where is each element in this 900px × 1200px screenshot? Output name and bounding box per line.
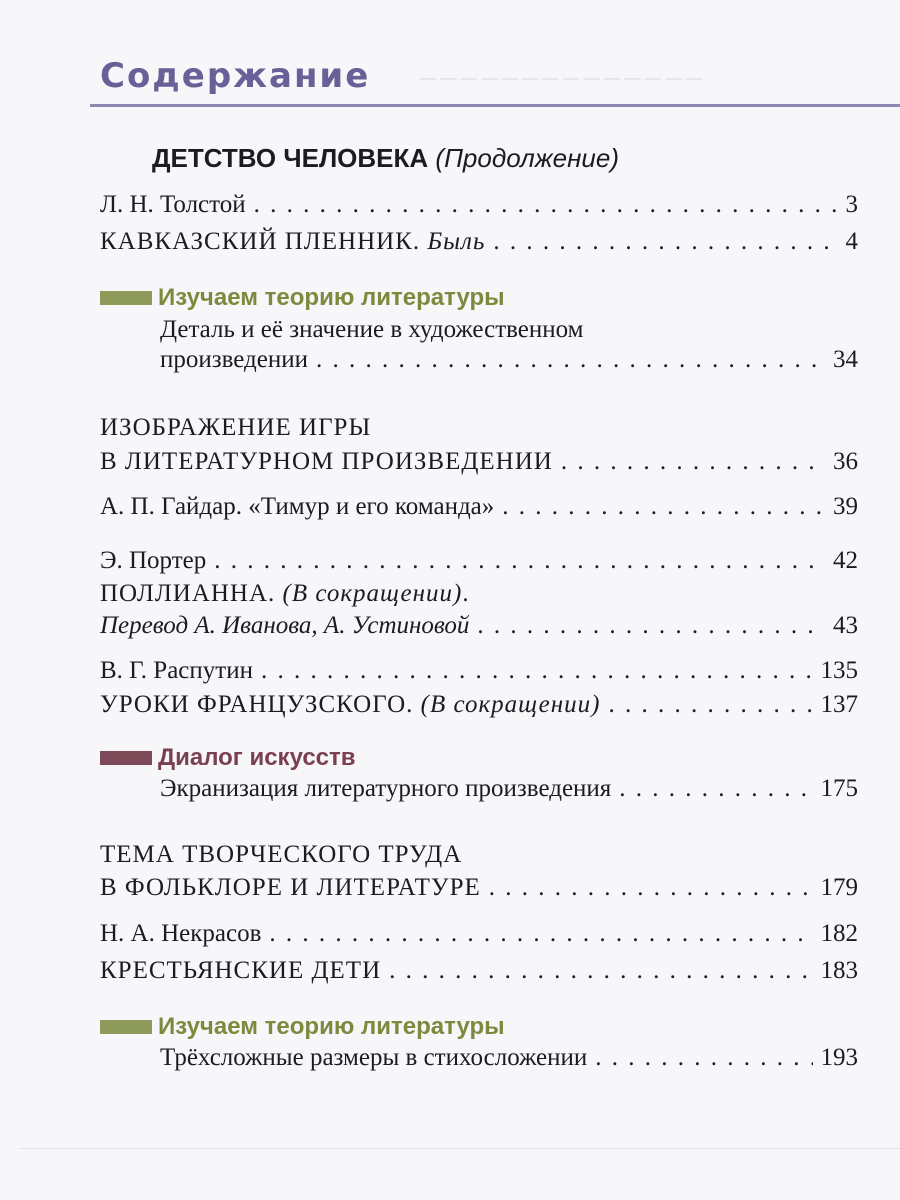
page-title: Содержание: [100, 56, 371, 96]
toc-section-game-line1: ИЗОБРАЖЕНИЕ ИГРЫ: [100, 414, 372, 441]
page-number: 34: [833, 346, 858, 373]
leader-dots: [477, 609, 825, 643]
entry-note: (В сокращении): [420, 691, 601, 718]
page-number: 42: [833, 547, 858, 574]
rubric-label: Изучаем теорию литературы: [158, 284, 505, 311]
toc-entry-tolstoy[interactable]: [100, 188, 858, 222]
bottom-divider: [20, 1148, 900, 1149]
leader-dots: [595, 1041, 812, 1075]
leader-dots: [214, 544, 825, 578]
leader-dots: [489, 871, 813, 905]
toc-entry-screen-adaptation[interactable]: [160, 772, 858, 806]
toc-entry-lessons[interactable]: [100, 688, 858, 722]
leader-dots: [269, 917, 812, 951]
leader-dots: [608, 688, 812, 722]
page-number: 36: [833, 448, 858, 475]
toc-entry-children[interactable]: [100, 954, 858, 988]
leader-dots: [261, 654, 813, 688]
rubric-theory-1: [100, 281, 505, 315]
leader-dots: [493, 225, 837, 259]
entry-translator: Перевод А. Иванова, А. Устиновой: [100, 612, 470, 639]
toc-entry-detail[interactable]: [160, 343, 858, 377]
leader-dots: [619, 772, 812, 806]
page-number: 179: [820, 874, 858, 901]
toc-section-game[interactable]: [100, 445, 858, 479]
toc-section-labour[interactable]: [100, 871, 858, 905]
entry-author: В. Г. Распутин: [100, 657, 253, 684]
toc-entry-detail-line1: Деталь и её значение в художественном: [160, 316, 584, 343]
toc-entry-gaidar[interactable]: [100, 490, 858, 524]
entry-title: Экранизация литературного произведения: [160, 775, 612, 802]
section-heading-main: ДЕТСТВО ЧЕЛОВЕКА: [152, 143, 429, 173]
entry-title: КРЕСТЬЯНСКИЕ ДЕТИ: [100, 957, 382, 984]
rubric-label: Изучаем теорию литературы: [158, 1013, 505, 1040]
section-heading-note: (Продолжение): [435, 143, 619, 173]
leader-dots: [502, 490, 825, 524]
page-number: 43: [833, 612, 858, 639]
page-number: 135: [820, 657, 858, 684]
section-heading: [152, 143, 619, 174]
rubric-label: Диалог искусств: [158, 744, 356, 771]
leader-dots: [561, 445, 825, 479]
entry-title: произведении: [160, 346, 309, 373]
page-number: 4: [845, 228, 858, 255]
entry-title: В ЛИТЕРАТУРНОМ ПРОИЗВЕДЕНИИ: [100, 448, 553, 475]
toc-entry-meters[interactable]: [160, 1041, 858, 1075]
page-number: 175: [820, 775, 858, 802]
leader-dots: [316, 343, 825, 377]
entry-author: А. П. Гайдар. «Тимур и его команда»: [100, 493, 495, 520]
toc-entry-rasputin[interactable]: [100, 654, 858, 688]
leader-dots: [389, 954, 812, 988]
page-number: 182: [820, 920, 858, 947]
entry-author: Л. Н. Толстой: [100, 191, 246, 218]
entry-title: Трёхсложные размеры в стихосложении: [160, 1044, 588, 1071]
page-number: 3: [845, 191, 858, 218]
show-through-text: — — — — — — — — — — — — — —: [420, 70, 702, 87]
entry-title: В ФОЛЬКЛОРЕ И ЛИТЕРАТУРЕ: [100, 874, 481, 901]
toc-entry-kavkaz[interactable]: [100, 225, 858, 259]
leader-dots: [254, 188, 838, 222]
toc-section-labour-line1: ТЕМА ТВОРЧЕСКОГО ТРУДА: [100, 841, 463, 868]
page-number: 39: [833, 493, 858, 520]
title-divider: [90, 104, 900, 107]
entry-author: Н. А. Некрасов: [100, 920, 262, 947]
rubric-bar: [100, 1020, 152, 1034]
entry-title: УРОКИ ФРАНЦУЗСКОГО. (В сокращении): [100, 691, 601, 718]
entry-genre: Быль: [427, 228, 486, 255]
rubric-theory-2: [100, 1010, 505, 1044]
entry-author: Э. Портер: [100, 547, 207, 574]
rubric-dialog: [100, 741, 356, 775]
toc-entry-pollyanna[interactable]: [100, 609, 858, 643]
toc-entry-porter[interactable]: [100, 544, 858, 578]
toc-entry-nekrasov[interactable]: [100, 917, 858, 951]
toc-entry-pollyanna-line1: ПОЛЛИАННА. (В сокращении).: [100, 580, 470, 607]
rubric-bar: [100, 751, 152, 765]
entry-title: КАВКАЗСКИЙ ПЛЕННИК. Быль: [100, 228, 486, 255]
entry-note: (В сокращении): [282, 580, 463, 607]
page-number: 137: [820, 691, 858, 718]
page-number: 183: [820, 957, 858, 984]
rubric-bar: [100, 291, 152, 305]
page-number: 193: [820, 1044, 858, 1071]
